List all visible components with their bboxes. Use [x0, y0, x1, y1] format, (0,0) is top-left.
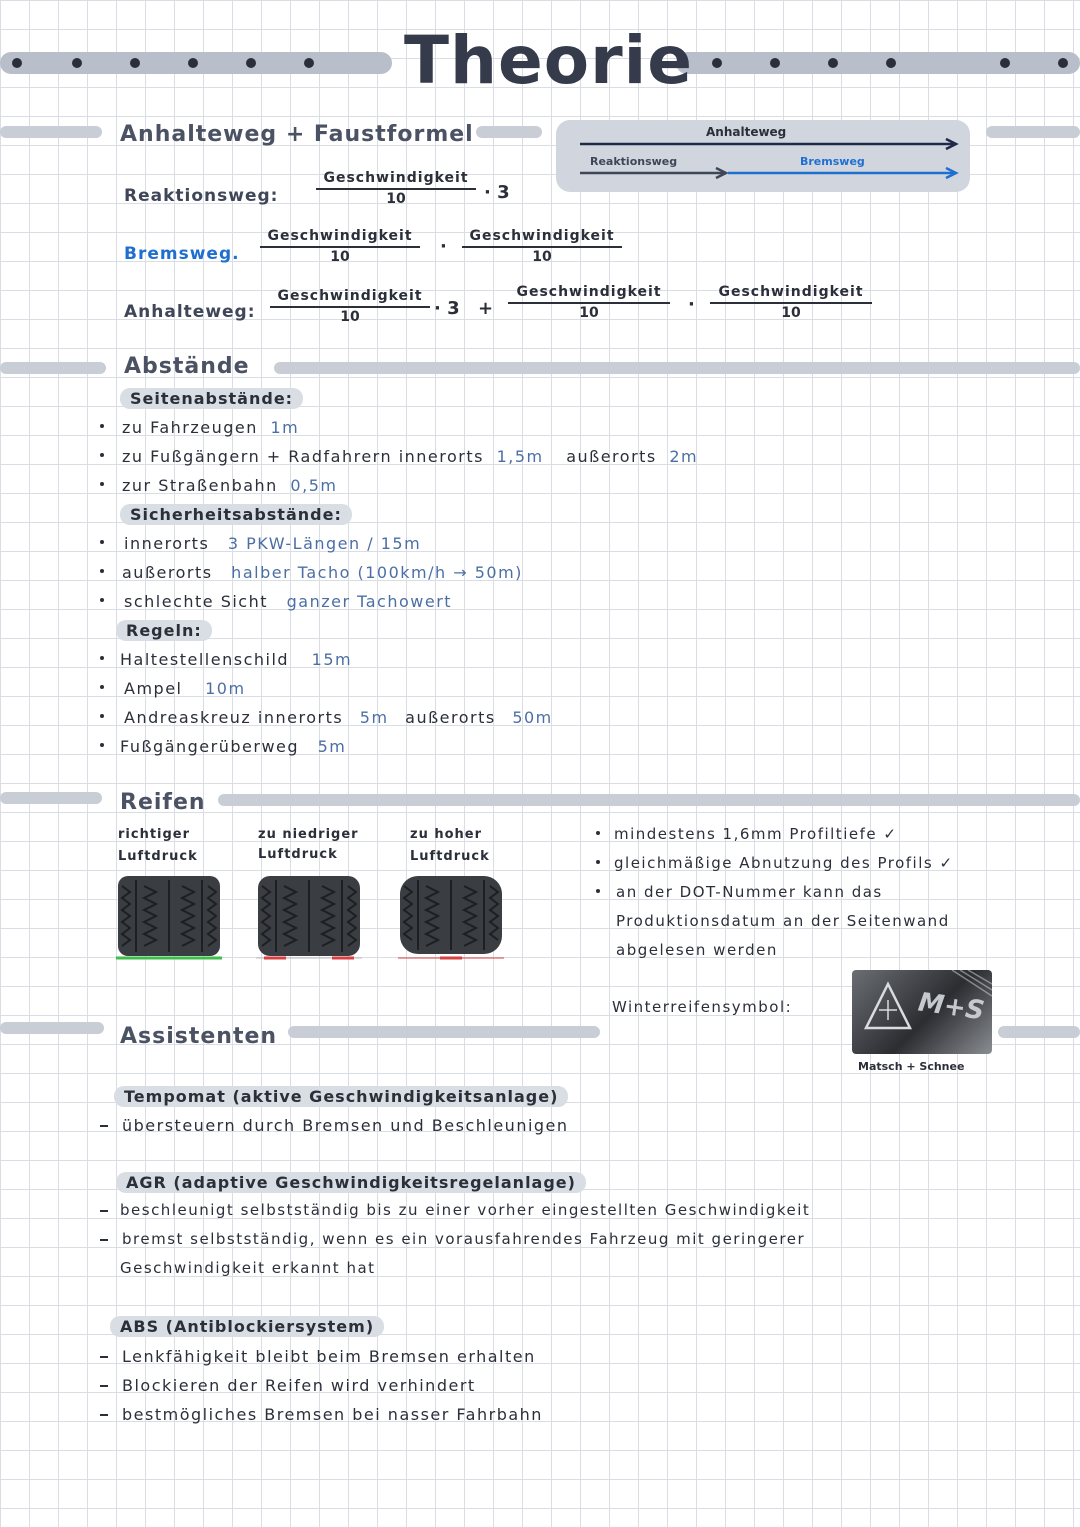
section-bar	[986, 126, 1080, 138]
section-bar	[0, 126, 102, 138]
title-dot	[770, 58, 780, 68]
list-item	[124, 534, 421, 553]
formula-operator: ·	[688, 294, 695, 315]
winter-symbol-label: Winterreifensymbol:	[612, 998, 793, 1016]
tire-label-line: zu niedriger	[258, 827, 359, 842]
fraction-rule	[508, 302, 670, 304]
dash	[100, 1125, 108, 1127]
section-bar	[476, 126, 542, 138]
list-item-value: 0,5m	[290, 476, 338, 495]
section-heading-anhalteweg: Anhalteweg + Faustformel	[120, 122, 474, 147]
tire-label-line: Luftdruck	[410, 849, 490, 864]
winter-tire-photo	[852, 970, 992, 1054]
list-item: Geschwindigkeit erkannt hat	[120, 1259, 376, 1277]
fraction-numerator: Geschwindigkeit	[469, 228, 615, 244]
tire-label-line: zu hoher	[410, 827, 483, 842]
section-bar	[998, 1026, 1080, 1038]
section-bar	[0, 1022, 104, 1034]
list-item-text: außerorts	[566, 447, 657, 466]
anhalteweg-diagram	[556, 120, 970, 192]
list-item: bremst selbstständig, wenn es ein vorausfahrendes Fahrzeug mit geringerer	[122, 1230, 806, 1248]
diagram-label-reaktionsweg: Reaktionsweg	[590, 155, 678, 168]
fraction	[270, 288, 430, 325]
fraction	[462, 228, 622, 265]
tire-note: abgelesen werden	[616, 941, 778, 959]
bullet	[100, 743, 104, 747]
list-item-text: zu Fahrzeugen	[122, 418, 258, 437]
fraction-numerator: Geschwindigkeit	[323, 170, 469, 186]
list-item	[122, 418, 299, 437]
fraction-denominator: 10	[532, 249, 552, 265]
fraction-denominator: 10	[330, 249, 350, 265]
title-dot	[188, 58, 198, 68]
dash	[100, 1210, 108, 1212]
bullet	[100, 453, 104, 457]
list-item	[124, 708, 553, 727]
list-item-text: Haltestellenschild	[120, 650, 290, 669]
tire-image-correct	[116, 876, 222, 960]
list-item: beschleunigt selbstständig bis zu einer vorher eingestellten Geschwindigkeit	[120, 1201, 811, 1219]
tire-image-high	[398, 876, 504, 960]
fraction-denominator: 10	[781, 305, 801, 321]
list-item-value: halber Tacho (100km/h → 50m)	[231, 563, 523, 582]
formula-label-reaktionsweg: Reaktionsweg:	[124, 186, 279, 206]
tire-note: an der DOT-Nummer kann das	[616, 883, 883, 901]
fraction-numerator: Geschwindigkeit	[267, 228, 413, 244]
tire-label	[410, 824, 490, 868]
list-item	[120, 650, 352, 669]
winter-caption: Matsch + Schnee	[858, 1060, 965, 1073]
dash	[100, 1385, 108, 1387]
formula-factor: · 3	[434, 298, 460, 319]
section-bar	[0, 792, 102, 804]
title-dot	[246, 58, 256, 68]
formula-plus: +	[478, 298, 494, 319]
list-item-text: zu Fußgängern + Radfahrern innerorts	[122, 447, 484, 466]
tire-icon	[116, 876, 222, 960]
list-item-text: schlechte Sicht	[124, 592, 269, 611]
bullet	[100, 482, 104, 486]
formula-label-bremsweg: Bremsweg.	[124, 244, 240, 264]
list-item	[122, 563, 523, 582]
bullet	[596, 889, 600, 893]
list-item: bestmögliches Bremsen bei nasser Fahrbahn	[122, 1405, 543, 1424]
title-dot	[130, 58, 140, 68]
list-item	[120, 737, 346, 756]
list-item	[122, 447, 698, 466]
list-item	[122, 476, 337, 495]
fraction-rule	[270, 306, 430, 308]
tire-note: Produktionsdatum an der Seitenwand	[616, 912, 950, 930]
list-item	[124, 592, 452, 611]
tire-label-line: Luftdruck	[118, 849, 198, 864]
bullet	[100, 569, 104, 573]
fraction-denominator: 10	[579, 305, 599, 321]
list-item	[124, 679, 246, 698]
fraction	[316, 170, 476, 207]
fraction-rule	[462, 246, 622, 248]
fraction-numerator: Geschwindigkeit	[277, 288, 423, 304]
fraction	[508, 284, 670, 321]
bullet	[100, 540, 104, 544]
diagram-label-bremsweg: Bremsweg	[800, 155, 865, 168]
list-item-text: Ampel	[124, 679, 183, 698]
bullet	[100, 598, 104, 602]
list-item-text: innerorts	[124, 534, 210, 553]
fraction-denominator: 10	[340, 309, 360, 325]
list-item-value: 15m	[311, 650, 353, 669]
list-item-text: zur Straßenbahn	[122, 476, 278, 495]
fraction-numerator: Geschwindigkeit	[718, 284, 864, 300]
subheading-abs: ABS (Antiblockiersystem)	[110, 1316, 384, 1337]
subheading-sicherheitsabstaende: Sicherheitsabstände:	[120, 504, 352, 525]
dash	[100, 1414, 108, 1416]
title-dot	[828, 58, 838, 68]
fraction-numerator: Geschwindigkeit	[516, 284, 662, 300]
title-dot	[1000, 58, 1010, 68]
title-dot	[304, 58, 314, 68]
tire-note: gleichmäßige Abnutzung des Profils ✓	[614, 854, 954, 872]
formula-label-anhalteweg: Anhalteweg:	[124, 302, 256, 322]
list-item-text: Andreaskreuz innerorts	[124, 708, 344, 727]
list-item-value: 5m	[359, 708, 389, 727]
bullet	[596, 831, 600, 835]
fraction-rule	[710, 302, 872, 304]
tire-icon	[398, 876, 504, 960]
list-item: Blockieren der Reifen wird verhindert	[122, 1376, 476, 1395]
dash	[100, 1356, 108, 1358]
page-title: Theorie	[404, 22, 694, 99]
list-item-text: außerorts	[122, 563, 213, 582]
fraction-rule	[260, 246, 420, 248]
bullet	[100, 424, 104, 428]
bullet	[100, 714, 104, 718]
list-item-value: 2m	[669, 447, 699, 466]
title-bar-right	[676, 52, 1080, 74]
tire-label-line: Luftdruck	[258, 847, 338, 862]
title-dot	[12, 58, 22, 68]
list-item: übersteuern durch Bremsen und Beschleunigen	[122, 1116, 569, 1135]
bullet	[100, 656, 104, 660]
section-heading-reifen: Reifen	[120, 790, 206, 815]
tire-label-line: richtiger	[118, 827, 191, 842]
tire-label	[258, 824, 359, 866]
tire-image-low	[256, 876, 362, 960]
tire-note: mindestens 1,6mm Profiltiefe ✓	[614, 825, 898, 843]
section-bar	[218, 794, 1080, 806]
list-item-value: 1,5m	[496, 447, 544, 466]
fraction-rule	[316, 188, 476, 190]
list-item-value: 1m	[270, 418, 300, 437]
list-item-text: Fußgängerüberweg	[120, 737, 300, 756]
formula-operator: ·	[440, 236, 447, 257]
tire-icon	[256, 876, 362, 960]
bullet	[100, 685, 104, 689]
section-heading-assistenten: Assistenten	[120, 1024, 278, 1049]
title-dot	[72, 58, 82, 68]
section-bar	[288, 1026, 600, 1038]
dash	[100, 1239, 108, 1241]
bullet	[596, 860, 600, 864]
fraction	[710, 284, 872, 321]
fraction-denominator: 10	[386, 191, 406, 207]
list-item-value: 3 PKW-Längen / 15m	[227, 534, 422, 553]
tire-label	[118, 824, 198, 868]
list-item-value: ganzer Tachowert	[286, 592, 453, 611]
formula-factor: · 3	[484, 182, 510, 203]
list-item-text: außerorts	[405, 708, 496, 727]
subheading-seitenabstaende: Seitenabstände:	[120, 388, 303, 409]
subheading-tempomat: Tempomat (aktive Geschwindigkeitsanlage)	[114, 1086, 568, 1107]
list-item-value: 50m	[512, 708, 553, 727]
title-dot	[886, 58, 896, 68]
title-dot	[712, 58, 722, 68]
section-bar	[0, 362, 106, 374]
winter-mark: M+S	[916, 987, 987, 1027]
list-item-value: 5m	[317, 737, 347, 756]
section-heading-abstaende: Abstände	[124, 354, 250, 379]
section-bar	[274, 362, 1080, 374]
subheading-agr: AGR (adaptive Geschwindigkeitsregelanlage)	[116, 1172, 586, 1193]
subheading-regeln: Regeln:	[116, 620, 212, 641]
list-item: Lenkfähigkeit bleibt beim Bremsen erhalten	[122, 1347, 536, 1366]
fraction	[260, 228, 420, 265]
title-dot	[1058, 58, 1068, 68]
diagram-label-anhalteweg: Anhalteweg	[706, 125, 787, 139]
list-item-value: 10m	[205, 679, 246, 698]
